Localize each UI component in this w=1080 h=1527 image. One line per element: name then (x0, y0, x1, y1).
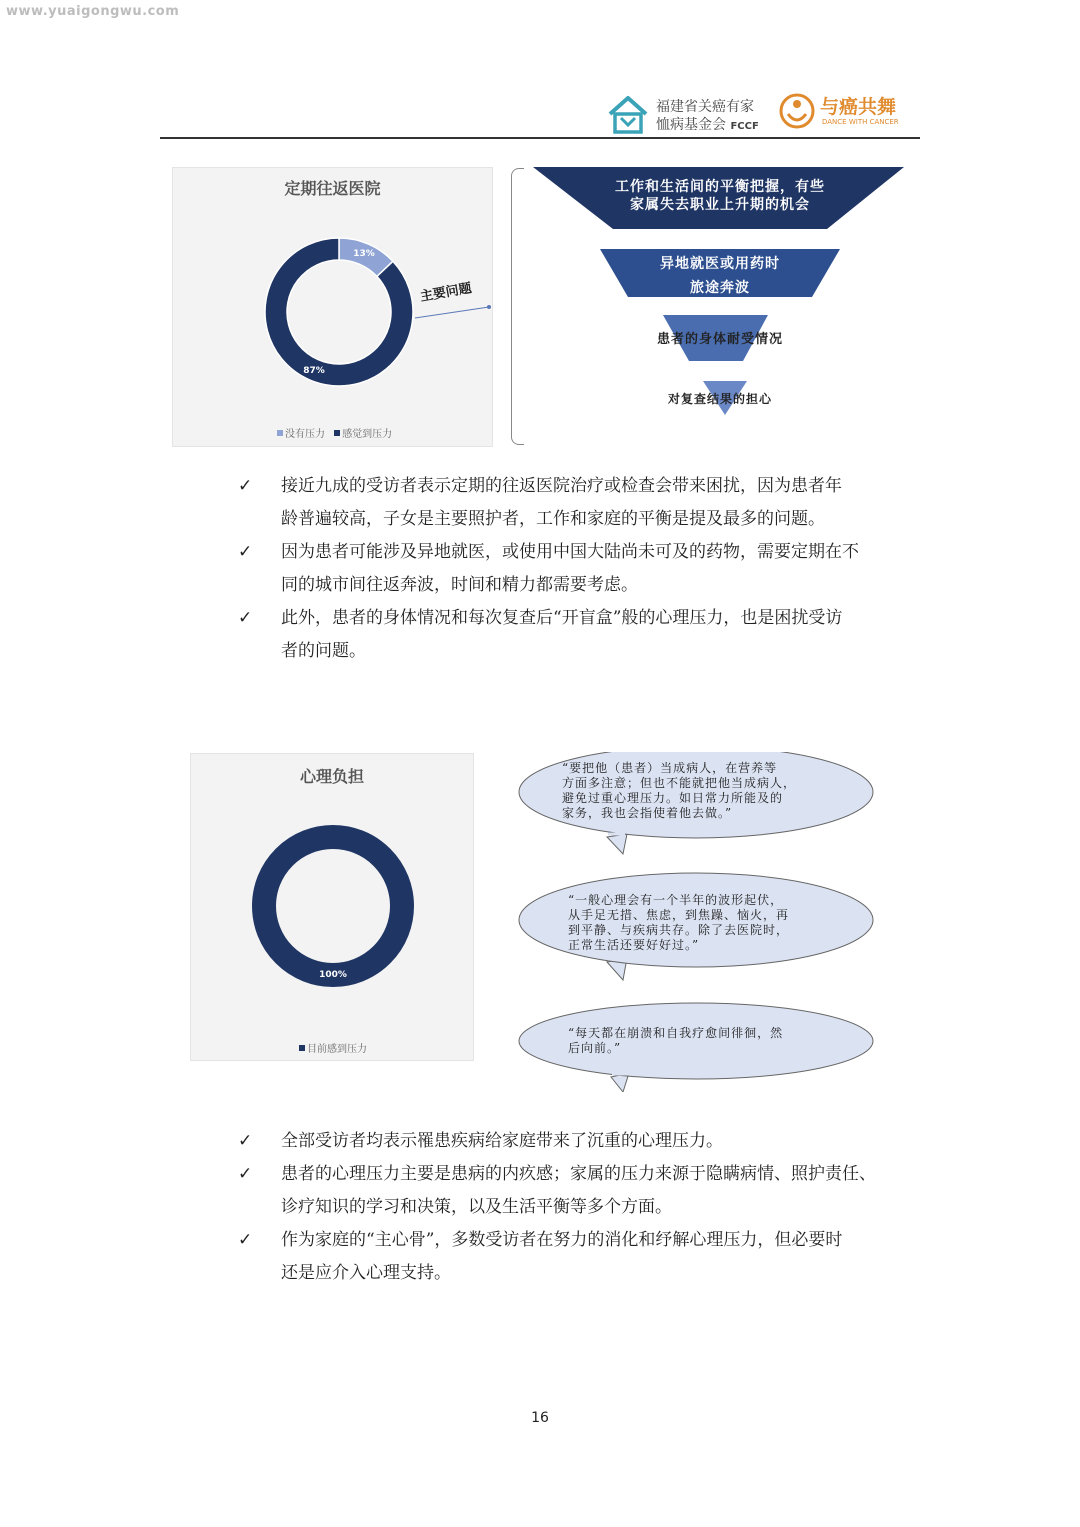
org1-name-line2: 恤病基金会 FCCF (656, 117, 759, 133)
check-icon: ✓ (238, 542, 253, 562)
quote-text-2: “一般心理会有一个半年的波形起伏， 从手足无措、焦虑，到焦躁、恼火，再 到平静、与疾病共存。除了去医院时， 正常生活还要好好过。” (568, 893, 790, 952)
funnel-text-1: 工作和生活间的平衡把握，有些 家属失去职业上升期的机会 (615, 179, 825, 213)
house-heart-icon (606, 94, 650, 134)
legend-item-pressure: 感觉到压力 (334, 429, 392, 440)
donut-chart (191, 754, 473, 1060)
chart-legend (299, 1040, 367, 1055)
quote-text-1: “要把他（患者）当成病人，在营养等 方面多注意；但也不能就把他当成病人， 避免过重心理压力。如日常力所能及的 家务，我也会指使着他去做。” (562, 761, 797, 820)
bullet-item: ✓ 患者的心理压力主要是患病的内疚感；家属的压力来源于隐瞒病情、照护责任、 诊疗知识的学习和决策，以及生活平衡等多个方面。 (238, 1158, 931, 1224)
bracket (511, 168, 524, 445)
check-icon: ✓ (238, 1164, 253, 1184)
org1-name-line1: 福建省关癌有家 (656, 99, 754, 115)
main-issues-label: 主要问题 (419, 281, 473, 305)
org2-english-name: DANCE WITH CANCER (822, 118, 899, 126)
funnel-text-3: 患者的身体耐受情况 (656, 332, 783, 347)
org2-name: 与癌共舞 (820, 96, 897, 118)
quote-text-3: “每天都在崩溃和自我疗愈间徘徊，然 后向前。” (568, 1026, 784, 1055)
funnel-text-4: 对复查结果的担心 (667, 392, 772, 406)
dancer-icon (778, 92, 816, 130)
data-label-0: 13% (353, 249, 375, 259)
chart-title: 定期往返医院 (284, 179, 381, 198)
bullet-item: ✓ 作为家庭的“主心骨”，多数受访者在努力的消化和纾解心理压力，但必要时 还是应介入心理支持。 (238, 1224, 931, 1290)
bullet-item: ✓ 因为患者可能涉及异地就医，或使用中国大陆尚未可及的药物，需要定期在不 同的城市间往返奔波，时间和精力都需要考虑。 (238, 536, 931, 602)
dance-with-cancer-logo (778, 92, 918, 132)
bullet-item: ✓ 全部受访者均表示罹患疾病给家庭带来了沉重的心理压力。 (238, 1125, 931, 1158)
bullets-section2 (238, 1125, 931, 1290)
bullets-section1 (238, 470, 931, 668)
legend-item-no-pressure: 没有压力 (277, 429, 325, 440)
watermark: www.yuaigongwu.com (6, 4, 180, 19)
data-label-0: 100% (319, 970, 347, 980)
check-icon: ✓ (238, 1131, 253, 1151)
check-icon: ✓ (238, 608, 253, 628)
check-icon: ✓ (238, 476, 253, 496)
page-number: 16 (531, 1410, 549, 1426)
org1-abbr: FCCF (730, 121, 759, 132)
legend-item-current-pressure: 目前感到压力 (299, 1044, 367, 1055)
chart-psychological-burden (190, 753, 474, 1061)
header-divider (160, 137, 920, 139)
funnel-text-2: 异地就医或用药时 旅途奔波 (660, 256, 780, 296)
donut-slice-0 (264, 837, 402, 975)
fccf-logo (606, 94, 759, 134)
chart-title: 心理负担 (299, 767, 364, 786)
bullet-item: ✓ 接近九成的受访者表示定期的往返医院治疗或检查会带来困扰，因为患者年 龄普遍较高，子女是主要照护者，工作和家庭的平衡是提及最多的问题。 (238, 470, 931, 536)
chart-legend (277, 425, 392, 440)
data-label-1: 87% (303, 366, 325, 376)
check-icon: ✓ (238, 1230, 253, 1250)
bullet-item: ✓ 此外，患者的身体情况和每次复查后“开盲盒”般的心理压力，也是困扰受访 者的问题。 (238, 602, 931, 668)
